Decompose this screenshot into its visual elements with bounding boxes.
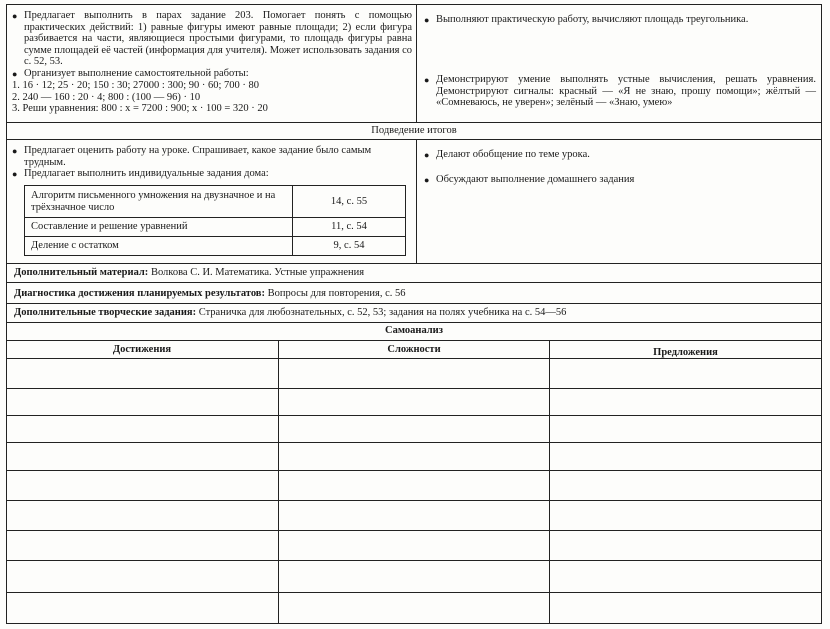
summary-student-cell bbox=[424, 149, 816, 186]
homework-task: 9, с. 54 bbox=[293, 237, 406, 256]
extra-material-value: Волкова С. И. Математика. Устные упражнения bbox=[148, 266, 365, 278]
column-divider-top bbox=[416, 4, 417, 122]
summary-teacher-cell bbox=[12, 145, 412, 180]
exercise-line-1: 1. 16 · 12; 25 · 20; 150 : 30; 27000 : 300; 90 · 60; 700 · 80 bbox=[12, 79, 260, 91]
bullet-icon: ● bbox=[12, 169, 18, 180]
self-analysis-title: Самоанализ bbox=[385, 325, 443, 336]
teacher-activity-cell bbox=[12, 10, 412, 115]
header-underline bbox=[6, 358, 822, 359]
table-bottom-border bbox=[6, 623, 822, 624]
divider bbox=[6, 340, 822, 341]
table-row bbox=[6, 415, 822, 416]
table-row bbox=[25, 237, 406, 256]
table-row bbox=[6, 470, 822, 471]
creative-tasks-row bbox=[6, 304, 822, 322]
divider bbox=[6, 322, 822, 323]
column-header-achievements: Достижения bbox=[112, 344, 172, 355]
table-row bbox=[25, 218, 406, 237]
column-header-suggestions: Предложения bbox=[653, 347, 718, 358]
practical-work-text: Выполняют практическую работу, вычисляют площадь треугольника. bbox=[436, 14, 749, 25]
self-analysis-divider-2 bbox=[549, 340, 550, 624]
table-top-border bbox=[6, 4, 822, 5]
homework-task: 14, с. 55 bbox=[293, 186, 406, 218]
list-item bbox=[12, 168, 412, 180]
bullet-icon: ● bbox=[12, 146, 18, 156]
list-item bbox=[424, 149, 816, 161]
diagnostics-row bbox=[6, 284, 822, 303]
list-item bbox=[424, 14, 816, 26]
table-row bbox=[6, 500, 822, 501]
exercise-line-2: 2. 240 — 160 : 20 · 4; 800 : (100 — 96) · 10 bbox=[12, 91, 201, 103]
homework-intro-text: Предлагает выполнить индивидуальные задания дома: bbox=[24, 168, 269, 180]
list-item bbox=[424, 174, 816, 186]
discuss-homework-text: Обсуждают выполнение домашнего задания bbox=[436, 174, 635, 185]
bullet-icon: ● bbox=[424, 150, 430, 160]
student-activity-cell-2 bbox=[424, 74, 816, 109]
exercise-line-3: 3. Реши уравнения: 800 : x = 7200 : 900; x · 100 = 320 · 20 bbox=[12, 103, 268, 115]
creative-tasks-label: Дополнительные творческие задания: bbox=[14, 307, 197, 319]
pair-task-text: Предлагает выполнить в парах задание 203. Помогает понять с помощью практических действий: 1) равные фигуры имеют равные площади; 2) если фигура разбивается на части, являющиеся простыми фигурами, то площадь фигуры равна сумме площадей её частей (информация для учителя). Может использовать задания со с. 52, 53. bbox=[24, 10, 412, 68]
generalize-text: Делают обобщение по теме урока. bbox=[436, 149, 590, 160]
divider bbox=[6, 139, 822, 140]
self-analysis-divider-1 bbox=[278, 340, 279, 624]
extra-material-label: Дополнительный материал: bbox=[14, 266, 149, 278]
divider bbox=[6, 282, 822, 283]
homework-topic: Составление и решение уравнений bbox=[25, 218, 293, 237]
list-item bbox=[424, 74, 816, 109]
bullet-icon: ● bbox=[12, 11, 18, 21]
bullet-icon: ● bbox=[424, 75, 430, 85]
homework-task: 11, с. 54 bbox=[293, 218, 406, 237]
homework-table-wrap bbox=[24, 185, 406, 256]
column-header-difficulties: Сложности bbox=[387, 344, 441, 355]
table-row bbox=[6, 560, 822, 561]
homework-table bbox=[24, 185, 406, 256]
student-activity-cell bbox=[424, 14, 816, 26]
list-item bbox=[12, 145, 412, 168]
signals-text: Демонстрируют умение выполнять устные вычисления, решать уравнения. Демонстрируют сигналы: красный — «Я не знаю, прошу помощи»; жёлтый — «Сомневаюсь, не уверен»; зелёный — «Знаю, умею» bbox=[436, 74, 816, 109]
homework-topic: Алгоритм письменного умножения на двузначное и на трёхзначное число bbox=[25, 186, 293, 218]
homework-topic: Деление с остатком bbox=[25, 237, 293, 256]
diagnostics-label: Диагностика достижения планируемых результатов: bbox=[14, 287, 265, 299]
column-divider-summary bbox=[416, 139, 417, 263]
table-row bbox=[6, 442, 822, 443]
summary-header: Подведение итогов bbox=[371, 125, 457, 136]
bullet-icon: ● bbox=[12, 68, 18, 79]
diagnostics-value: Вопросы для повторения, с. 56 bbox=[264, 287, 406, 299]
list-item bbox=[12, 10, 412, 68]
divider bbox=[6, 122, 822, 123]
table-row bbox=[25, 186, 406, 218]
table-row bbox=[6, 530, 822, 531]
independent-work-text: Организует выполнение самостоятельной работы: bbox=[24, 67, 249, 79]
creative-tasks-value: Страничка для любознательных, с. 52, 53; задания на полях учебника на с. 54—56 bbox=[196, 307, 567, 319]
bullet-icon: ● bbox=[424, 175, 430, 185]
list-item bbox=[12, 68, 412, 80]
extra-material-row bbox=[6, 263, 822, 282]
table-row bbox=[6, 592, 822, 593]
evaluate-text: Предлагает оценить работу на уроке. Спрашивает, какое задание было самым трудным. bbox=[24, 145, 372, 168]
table-row bbox=[6, 388, 822, 389]
bullet-icon: ● bbox=[424, 15, 430, 25]
